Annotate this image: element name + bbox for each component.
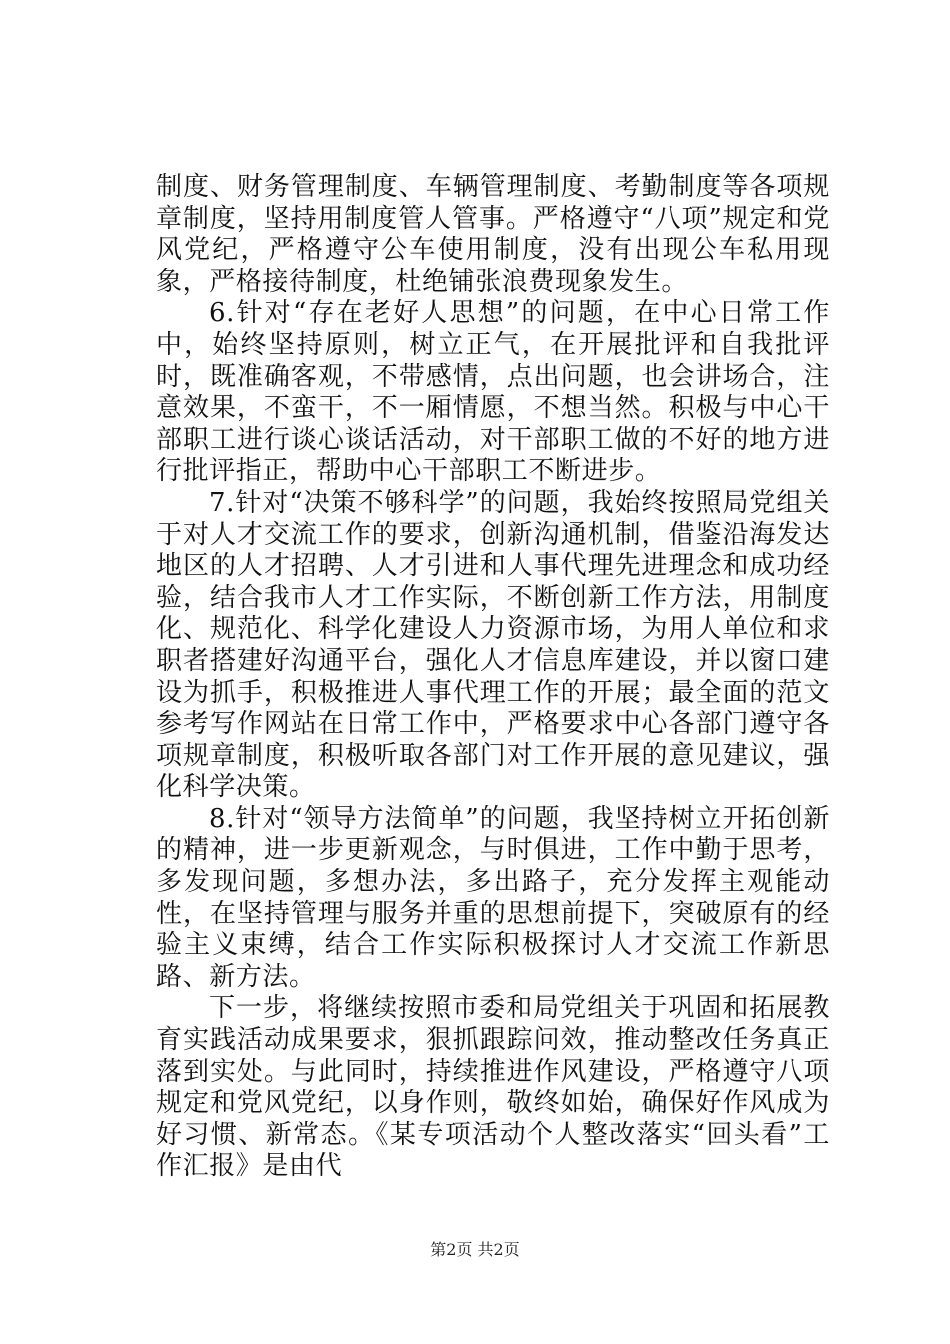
paragraph-item-6: 6.针对“存在老好人思想”的问题，在中心日常工作中，始终坚持原则，树立正气，在开展批评和自我批评时，既准确客观，不带感情，点出问题，也会讲场合，注意效果，不蛮干，不一厢情愿，不想当然。积极与中心干部职工进行谈心谈话活动，对干部职工做的不好的地方进行批评指正，帮助中心干部职工不断进步。 [156, 298, 830, 487]
paragraph-regulations: 制度、财务管理制度、车辆管理制度、考勤制度等各项规章制度，坚持用制度管人管事。严格遵守“八项”规定和党风党纪，严格遵守公车使用制度，没有出现公车私用现象，严格接待制度，杜绝铺张浪费现象发生。 [156, 172, 830, 297]
paragraph-item-8: 8.针对“领导方法简单”的问题，我坚持树立开拓创新的精神，进一步更新观念，与时俱进，工作中勤于思考，多发现问题，多想办法，多出路子，充分发挥主观能动性，在坚持管理与服务并重的思想前提下，突破原有的经验主义束缚，结合工作实际积极探讨人才交流工作新思路、新方法。 [156, 803, 830, 992]
paragraph-item-7: 7.针对“决策不够科学”的问题，我始终按照局党组关于对人才交流工作的要求，创新沟通机制，借鉴沿海发达地区的人才招聘、人才引进和人事代理先进理念和成功经验，结合我市人才工作实际，不断创新工作方法，用制度化、规范化、科学化建设人力资源市场，为用人单位和求职者搭建好沟通平台，强化人才信息库建设，并以窗口建设为抓手，积极推进人事代理工作的开展；最全面的范文参考写作网站在日常工作中，严格要求中心各部门遵守各项规章制度，积极听取各部门对工作开展的意见建议，强化科学决策。 [156, 487, 830, 803]
paragraph-next-steps: 下一步，将继续按照市委和局党组关于巩固和拓展教育实践活动成果要求，狠抓跟踪问效，推动整改任务真正落到实处。与此同时，持续推进作风建设，严格遵守八项规定和党风党纪，以身作则，敬终如始，确保好作风成为好习惯、新常态。《某专项活动个人整改落实“回头看”工作汇报》是由代 [156, 993, 830, 1182]
document-body [156, 172, 830, 1183]
page-footer: 第2页 共2页 [430, 1240, 520, 1259]
